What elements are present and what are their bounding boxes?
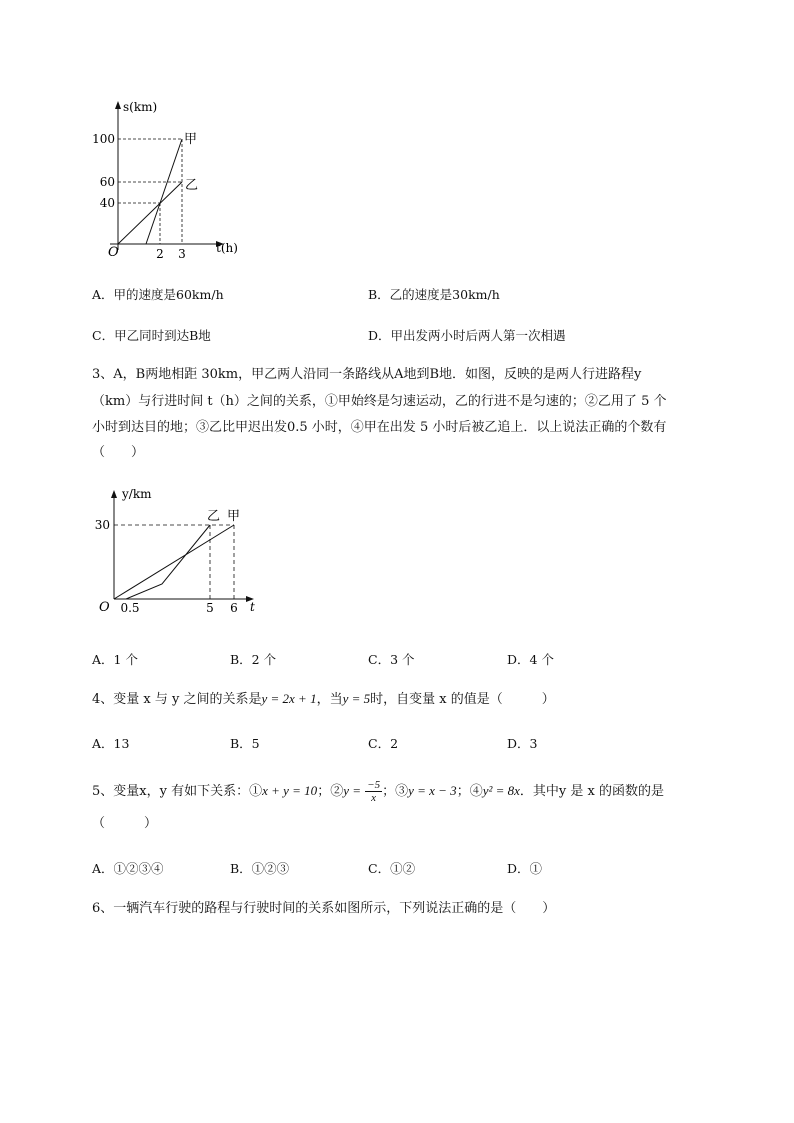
q3-line-1: 3、A，B两地相距 30km，甲乙两人沿同一条路线从A地到B地．如图，反映的是两人行进路程y	[92, 367, 642, 382]
graph1-y-label: s(km)	[123, 100, 158, 114]
graph1-tick-t2: 2	[156, 247, 164, 261]
q2-option-a[interactable]: A．甲的速度是60km/h	[92, 287, 224, 302]
q3-line-2: （km）与行进时间 t（h）之间的关系，①甲始终是匀速运动，乙的行进不是匀速的；②乙用了 5 个	[92, 394, 667, 409]
graph2-tick-6: 6	[230, 601, 238, 615]
q5-sep4: ；④	[456, 784, 483, 799]
q5-eq2-left: y =	[343, 783, 361, 798]
graph2-line-yi	[126, 525, 210, 599]
q4-question	[92, 690, 742, 709]
graph2-x-label: t	[250, 600, 255, 614]
graph2-y-arrow	[111, 490, 117, 498]
q5-sep2: ；②	[317, 784, 344, 799]
q4-suffix: 时，自变量 x 的值是（ ）	[370, 692, 555, 707]
graph2-line-jia	[114, 525, 234, 599]
q5-sep3: ；③	[382, 784, 409, 799]
q4-prefix: 4、变量 x 与 y 之间的关系是	[92, 692, 262, 707]
graph1-origin: O	[108, 245, 119, 260]
graph2-tick-05: 0.5	[120, 601, 140, 615]
q3-line-4: （ ）	[92, 445, 145, 460]
graph1-label-jia: 甲	[184, 132, 198, 147]
graph2-tick-30: 30	[94, 518, 110, 532]
graph1-y-arrow	[115, 101, 121, 109]
q3-option-d[interactable]: D．4 个	[507, 652, 554, 667]
q3-option-c[interactable]: C．3 个	[368, 652, 415, 667]
graph2-label-jia: 甲	[227, 509, 241, 524]
graph2-origin: O	[99, 600, 110, 615]
q4-eq1: y = 2x + 1	[261, 691, 317, 706]
q4-option-a[interactable]: A．13	[92, 736, 130, 751]
q5-eq1: x + y = 10	[262, 783, 318, 798]
q3-option-a[interactable]: A．1 个	[92, 652, 138, 667]
q3-line-3: 小时到达目的地；③乙比甲迟出发0.5 小时，④甲在出发 5 小时后被乙追上．以上说法正确的个数有	[92, 420, 667, 435]
graph1-tick-40: 40	[99, 196, 115, 210]
graph2-label-yi: 乙	[207, 509, 221, 524]
graph1-label-yi: 乙	[185, 178, 199, 193]
q5-eq2-num: −5	[367, 779, 381, 791]
graph1-tick-100: 100	[92, 132, 115, 146]
graph2-tick-5: 5	[206, 601, 214, 615]
q5-option-a[interactable]: A．①②③④	[92, 861, 164, 876]
graph2-y-label: y/km	[122, 487, 152, 501]
graph-2	[90, 482, 270, 617]
q5-eq3: y = x − 3	[408, 783, 457, 798]
q5-option-b[interactable]: B．①②③	[230, 861, 290, 876]
graph1-line-jia	[146, 139, 182, 244]
graph1-tick-t3: 3	[178, 247, 186, 261]
q4-option-d[interactable]: D．3	[507, 736, 538, 751]
graph1-tick-60: 60	[99, 175, 115, 189]
graph1-x-label: t(h)	[216, 241, 238, 255]
q2-option-b[interactable]: B．乙的速度是30km/h	[368, 287, 500, 302]
q5-option-c[interactable]: C．①②	[368, 861, 416, 876]
q4-mid: ，当	[316, 692, 343, 707]
q3-option-b[interactable]: B．2 个	[230, 652, 277, 667]
q5-question	[92, 778, 742, 805]
q2-option-d[interactable]: D．甲出发两小时后两人第一次相遇	[368, 328, 566, 343]
q4-option-c[interactable]: C．2	[368, 736, 399, 751]
q4-option-b[interactable]: B．5	[230, 736, 260, 751]
q4-eq2: y = 5	[342, 691, 371, 706]
q5-line-2: （ ）	[92, 816, 158, 831]
q5-prefix: 5、变量x，y 有如下关系：①	[92, 784, 263, 799]
q5-suffix: ．其中y 是 x 的函数的是	[519, 784, 664, 799]
q5-eq2-den: x	[371, 792, 377, 804]
graph1-line-yi	[118, 182, 182, 244]
q5-eq4: y² = 8x	[482, 783, 520, 798]
q5-eq2-fraction	[365, 779, 382, 804]
q6-question: 6、一辆汽车行驶的路程与行驶时间的关系如图所示，下列说法正确的是（ ）	[92, 901, 556, 916]
q5-option-d[interactable]: D．①	[507, 861, 543, 876]
graph-1	[90, 95, 260, 265]
q2-option-c[interactable]: C．甲乙同时到达B地	[92, 328, 211, 343]
